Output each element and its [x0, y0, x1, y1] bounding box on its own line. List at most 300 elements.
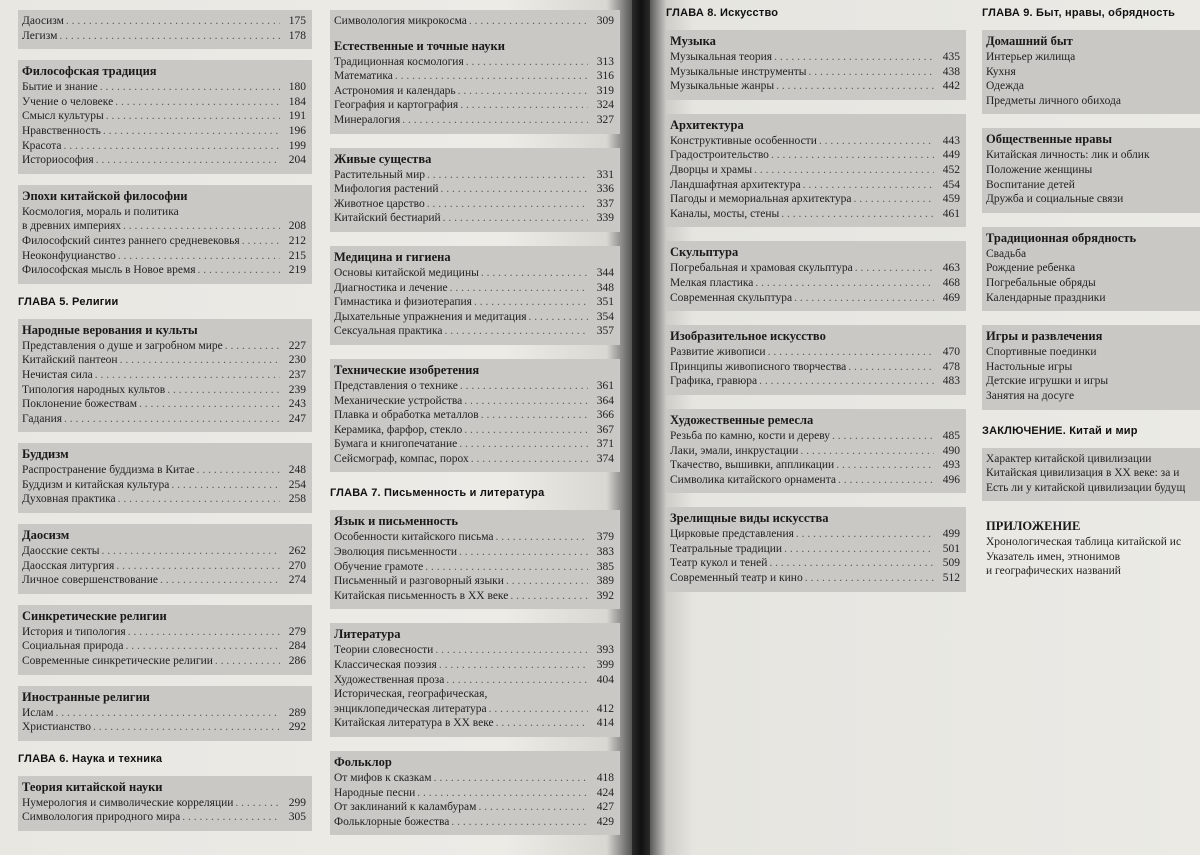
leader-dots — [215, 654, 280, 669]
toc-entry-page: 292 — [288, 721, 306, 734]
chapter-heading: ГЛАВА 8. Искусство — [666, 7, 779, 19]
toc-entry-page: 208 — [288, 220, 306, 233]
leader-dots — [225, 339, 280, 354]
toc-entry-page: 412 — [596, 702, 614, 715]
toc-entry-title: Нравственность — [22, 124, 101, 137]
toc-entry-page: 316 — [596, 70, 614, 83]
leader-dots — [755, 276, 934, 291]
section-title: Философская традиция — [22, 64, 157, 79]
toc-section — [330, 35, 620, 134]
toc-entry-title: Китайский бестиарий — [334, 212, 441, 225]
toc-entry[interactable] — [670, 163, 960, 178]
toc-entry-page: 348 — [596, 281, 614, 294]
toc-entry[interactable] — [334, 530, 614, 545]
toc-entry-page: 262 — [288, 545, 306, 558]
toc-entry[interactable] — [22, 706, 306, 721]
leader-dots — [395, 69, 588, 84]
right-column-1 — [666, 6, 966, 606]
toc-entry-title: Нумерология и символические корреляции — [22, 796, 234, 809]
section-title: Музыка — [670, 34, 716, 48]
toc-entry[interactable] — [986, 148, 1200, 163]
toc-entry[interactable] — [670, 374, 960, 389]
toc-entry[interactable] — [986, 192, 1200, 207]
toc-entry[interactable] — [670, 345, 960, 360]
leader-dots — [439, 658, 588, 673]
toc-entry[interactable] — [986, 65, 1200, 80]
toc-entry-title: Особенности китайского письма — [334, 531, 494, 544]
toc-entry[interactable] — [986, 79, 1200, 94]
leader-dots — [427, 197, 588, 212]
toc-entry[interactable] — [334, 211, 614, 226]
toc-section — [982, 128, 1200, 212]
toc-section — [330, 751, 620, 835]
toc-entry[interactable] — [986, 535, 1200, 550]
toc-entry[interactable] — [334, 716, 614, 731]
toc-entry-page: 279 — [288, 625, 306, 638]
toc-entry-title: Гадания — [22, 412, 63, 425]
right-page — [650, 0, 1200, 855]
toc-section — [18, 686, 312, 741]
toc-entry[interactable] — [986, 50, 1200, 65]
toc-entry[interactable] — [334, 266, 614, 281]
toc-entry[interactable] — [334, 281, 614, 296]
leader-dots — [464, 423, 588, 438]
toc-entry[interactable] — [670, 542, 960, 557]
toc-entry[interactable] — [670, 571, 960, 586]
toc-entry[interactable] — [334, 437, 614, 452]
leader-dots — [445, 324, 588, 339]
toc-entry-page: 461 — [942, 207, 960, 220]
toc-entry[interactable] — [334, 771, 614, 786]
toc-entry-title: Историческая, географическая, — [334, 688, 488, 701]
toc-entry-page: 364 — [596, 394, 614, 407]
toc-entry[interactable] — [334, 800, 614, 815]
toc-entry-page: 258 — [288, 493, 306, 506]
toc-entry-page: 459 — [942, 193, 960, 206]
toc-entry-title: Личное совершенствование — [22, 574, 158, 587]
leader-dots — [853, 192, 934, 207]
toc-entry-title: Каналы, мосты, стены — [670, 207, 780, 220]
toc-section — [18, 60, 312, 174]
section-title: Традиционная обрядность — [986, 230, 1137, 245]
toc-section — [666, 30, 966, 100]
toc-entry[interactable] — [670, 527, 960, 542]
leader-dots — [171, 478, 280, 493]
toc-entry[interactable] — [22, 249, 306, 264]
section-title: Художественные ремесла — [670, 412, 814, 427]
toc-section — [982, 448, 1200, 502]
toc-entry[interactable] — [986, 452, 1200, 467]
toc-entry-title: и географических названий — [986, 565, 1121, 578]
toc-entry-page: 313 — [596, 55, 614, 68]
section-title: Домашний быт — [986, 34, 1073, 48]
toc-entry[interactable] — [670, 50, 960, 65]
toc-entry[interactable] — [670, 261, 960, 276]
toc-entry[interactable] — [22, 124, 306, 139]
leader-dots — [460, 379, 588, 394]
toc-entry-title: Китайская личность: лик и облик — [986, 149, 1150, 162]
leader-dots — [167, 383, 280, 398]
toc-entry[interactable] — [986, 466, 1200, 481]
toc-entry-title: Развитие живописи — [670, 346, 766, 359]
toc-section — [18, 443, 312, 513]
toc-entry-title: Механические устройства — [334, 394, 463, 407]
toc-section — [18, 185, 312, 284]
toc-entry[interactable] — [334, 702, 614, 717]
leader-dots — [118, 492, 280, 507]
toc-entry[interactable] — [334, 197, 614, 212]
toc-entry[interactable] — [334, 452, 614, 467]
toc-entry-title: Характер китайской цивилизации — [986, 452, 1152, 465]
toc-entry-page: 424 — [596, 786, 614, 799]
toc-entry[interactable] — [670, 79, 960, 94]
toc-entry[interactable] — [670, 360, 960, 375]
toc-entry[interactable] — [22, 544, 306, 559]
toc-entry-title: Пагоды и мемориальная архитектура — [670, 193, 852, 206]
toc-entry-page: 175 — [288, 15, 306, 27]
toc-entry-page: 367 — [596, 423, 614, 436]
leader-dots — [64, 412, 280, 427]
right-column-2 — [982, 6, 1200, 599]
toc-entry-title: Представления о душе и загробном мире — [22, 339, 223, 352]
leader-dots — [435, 643, 588, 658]
toc-entry[interactable] — [334, 786, 614, 801]
toc-entry-title: в древних империях — [22, 220, 122, 233]
section-title: Архитектура — [670, 117, 744, 132]
toc-entry[interactable] — [334, 113, 614, 128]
leader-dots — [434, 771, 588, 786]
toc-entry[interactable] — [670, 178, 960, 193]
toc-entry[interactable] — [22, 139, 306, 154]
toc-entry-title: Конструктивные особенности — [670, 134, 817, 147]
toc-entry-page: 483 — [942, 375, 960, 388]
toc-entry-page: 284 — [288, 640, 306, 653]
toc-entry[interactable] — [334, 408, 614, 423]
leader-dots — [443, 211, 588, 226]
toc-entry-title: Сейсмограф, компас, порох — [334, 452, 469, 465]
toc-entry[interactable] — [22, 205, 306, 220]
toc-entry-title: Математика — [334, 70, 393, 83]
toc-entry[interactable] — [670, 556, 960, 571]
leader-dots — [489, 702, 588, 717]
toc-entry[interactable] — [334, 84, 614, 99]
toc-entry-title: Ландшафтная архитектура — [670, 178, 801, 191]
toc-entry-page: 324 — [596, 99, 614, 112]
toc-entry[interactable] — [22, 796, 306, 811]
toc-section — [982, 30, 1200, 114]
leader-dots — [118, 249, 280, 264]
toc-entry[interactable] — [670, 65, 960, 80]
toc-entry-page: 309 — [596, 15, 614, 27]
toc-entry-page: 361 — [596, 379, 614, 392]
leader-dots — [93, 720, 280, 735]
toc-entry[interactable] — [986, 481, 1200, 496]
toc-entry-title: Погребальная и храмовая скульптура — [670, 262, 853, 275]
leader-dots — [776, 79, 934, 94]
toc-entry-title: Календарные праздники — [986, 291, 1106, 304]
toc-entry[interactable] — [22, 353, 306, 368]
toc-entry[interactable] — [22, 492, 306, 507]
toc-entry-page: 305 — [288, 811, 306, 824]
toc-entry[interactable] — [334, 589, 614, 604]
toc-entry-title: Растительный мир — [334, 168, 425, 181]
toc-entry[interactable] — [986, 163, 1200, 178]
section-title: Общественные нравы — [986, 132, 1112, 147]
toc-entry[interactable] — [22, 368, 306, 383]
toc-entry-title: Принципы живописного творчества — [670, 360, 847, 373]
toc-entry[interactable] — [986, 261, 1200, 276]
chapter-heading: ГЛАВА 5. Религии — [18, 295, 119, 308]
toc-entry[interactable] — [334, 295, 614, 310]
toc-entry[interactable] — [334, 98, 614, 113]
toc-entry[interactable] — [334, 182, 614, 197]
section-title: Литература — [334, 627, 401, 642]
toc-entry[interactable] — [986, 360, 1200, 375]
toc-section — [982, 515, 1200, 585]
toc-entry-title: Философский синтез раннего средневековья — [22, 234, 240, 247]
leader-dots — [56, 706, 280, 721]
toc-entry-title: Театральные традиции — [670, 542, 783, 555]
toc-entry[interactable] — [22, 559, 306, 574]
toc-entry-title: Художественная проза — [334, 673, 445, 686]
toc-entry-page: 196 — [288, 124, 306, 137]
toc-section — [330, 623, 620, 737]
toc-entry[interactable] — [334, 394, 614, 409]
toc-entry-page: 438 — [942, 65, 960, 78]
toc-section — [666, 241, 966, 311]
toc-entry[interactable] — [670, 192, 960, 207]
leader-dots — [116, 559, 280, 574]
toc-entry[interactable] — [986, 374, 1200, 389]
toc-entry[interactable] — [22, 153, 306, 168]
toc-entry-title: Указатель имен, этнонимов — [986, 550, 1121, 563]
toc-entry[interactable] — [22, 263, 306, 278]
toc-entry[interactable] — [670, 207, 960, 222]
leader-dots — [800, 444, 934, 459]
toc-entry[interactable] — [334, 673, 614, 688]
leader-dots — [832, 429, 934, 444]
toc-entry[interactable] — [334, 55, 614, 70]
toc-entry[interactable] — [334, 658, 614, 673]
toc-entry[interactable] — [334, 687, 614, 702]
toc-entry-title: Дыхательные упражнения и медитация — [334, 310, 527, 323]
leader-dots — [441, 182, 588, 197]
toc-entry-title: Астрономия и календарь — [334, 84, 456, 97]
toc-entry-page: 336 — [596, 183, 614, 196]
toc-entry-title: Даосские секты — [22, 545, 100, 558]
toc-entry-title: Бытие и знание — [22, 81, 98, 94]
leader-dots — [496, 716, 588, 731]
toc-entry[interactable] — [22, 339, 306, 354]
toc-entry[interactable] — [670, 291, 960, 306]
toc-entry-page: 212 — [288, 234, 306, 247]
toc-entry-title: Спортивные поединки — [986, 346, 1097, 359]
toc-entry[interactable] — [334, 379, 614, 394]
toc-entry[interactable] — [22, 573, 306, 588]
toc-entry[interactable] — [334, 815, 614, 830]
toc-entry-title: Положение женщины — [986, 163, 1093, 176]
toc-entry-title: Сексуальная практика — [334, 325, 443, 338]
toc-entry-page: 383 — [596, 546, 614, 559]
toc-entry[interactable] — [22, 412, 306, 427]
toc-entry[interactable] — [670, 148, 960, 163]
toc-entry-title: Современные синкретические религии — [22, 655, 213, 668]
toc-entry-title: Предметы личного обихода — [986, 94, 1121, 107]
leader-dots — [128, 625, 280, 640]
toc-entry-page: 215 — [288, 249, 306, 262]
toc-entry[interactable] — [22, 383, 306, 398]
section-title: Игры и развлечения — [986, 329, 1103, 344]
toc-entry-page: 490 — [942, 444, 960, 457]
toc-entry-title: Музыкальная теория — [670, 51, 773, 63]
toc-entry-title: Учение о человеке — [22, 95, 114, 108]
toc-entry[interactable] — [334, 643, 614, 658]
toc-entry[interactable] — [334, 310, 614, 325]
leader-dots — [808, 65, 934, 80]
toc-entry[interactable] — [334, 423, 614, 438]
toc-entry[interactable] — [22, 720, 306, 735]
toc-entry-title: Основы китайской медицины — [334, 266, 479, 279]
leader-dots — [120, 353, 280, 368]
leader-dots — [425, 560, 588, 575]
leader-dots — [95, 368, 280, 383]
toc-entry-page: 449 — [942, 149, 960, 162]
leader-dots — [781, 207, 934, 222]
toc-entry-title: История и типология — [22, 625, 126, 638]
toc-entry[interactable] — [22, 80, 306, 95]
toc-entry[interactable] — [986, 94, 1200, 109]
toc-entry[interactable] — [986, 291, 1200, 306]
toc-entry-title: Китайская литература в XX веке — [334, 717, 494, 730]
toc-entry[interactable] — [670, 134, 960, 149]
toc-entry[interactable] — [670, 444, 960, 459]
toc-entry[interactable] — [22, 219, 306, 234]
leader-dots — [242, 234, 280, 249]
toc-entry[interactable] — [22, 478, 306, 493]
toc-entry-title: Историософия — [22, 154, 94, 167]
leader-dots — [478, 800, 588, 815]
toc-entry[interactable] — [22, 625, 306, 640]
toc-entry-title: Даосская литургия — [22, 559, 115, 572]
toc-entry[interactable] — [22, 29, 306, 44]
toc-entry[interactable] — [670, 458, 960, 473]
toc-entry-page: 248 — [288, 464, 306, 477]
toc-entry-title: Типология народных культов — [22, 383, 166, 396]
section-title: Фольклор — [334, 755, 392, 769]
toc-entry[interactable] — [986, 389, 1200, 404]
toc-section — [330, 359, 620, 473]
toc-entry-title: Распространение буддизма в Китае — [22, 464, 195, 477]
toc-entry[interactable] — [22, 95, 306, 110]
leader-dots — [819, 134, 934, 149]
toc-entry-title: Рождение ребенка — [986, 262, 1076, 275]
chapter-heading: ГЛАВА 6. Наука и техника — [18, 752, 163, 765]
toc-entry-title: Театр кукол и теней — [670, 557, 768, 570]
leader-dots — [160, 573, 280, 588]
toc-entry-page: 469 — [942, 291, 960, 304]
toc-entry-page: 442 — [942, 80, 960, 93]
toc-entry[interactable] — [334, 560, 614, 575]
leader-dots — [805, 571, 934, 586]
book-gutter — [632, 0, 650, 855]
toc-entry[interactable] — [334, 69, 614, 84]
toc-section — [330, 510, 620, 609]
toc-section — [666, 409, 966, 493]
toc-entry[interactable] — [986, 178, 1200, 193]
section-title: ПРИЛОЖЕНИЕ — [986, 519, 1081, 534]
toc-entry[interactable] — [986, 247, 1200, 262]
toc-entry[interactable] — [670, 276, 960, 291]
toc-entry[interactable] — [334, 14, 614, 29]
toc-entry[interactable] — [22, 109, 306, 124]
toc-entry-title: Духовная практика — [22, 493, 116, 506]
toc-section — [18, 605, 312, 675]
toc-entry[interactable] — [670, 473, 960, 488]
toc-entry[interactable] — [22, 810, 306, 825]
toc-entry[interactable] — [986, 550, 1200, 565]
toc-entry[interactable] — [22, 463, 306, 478]
toc-entry[interactable] — [22, 397, 306, 412]
toc-entry-title: Детские игрушки и игры — [986, 375, 1109, 388]
toc-entry[interactable] — [986, 564, 1200, 579]
toc-section — [666, 325, 966, 395]
toc-entry[interactable] — [22, 654, 306, 669]
toc-entry-page: 429 — [596, 815, 614, 828]
toc-entry[interactable] — [334, 545, 614, 560]
toc-entry-title: Классическая поэзия — [334, 659, 437, 672]
toc-section — [330, 148, 620, 232]
leader-dots — [784, 542, 934, 557]
toc-entry-title: Кухня — [986, 65, 1016, 78]
toc-entry[interactable] — [334, 168, 614, 183]
toc-entry-page: 199 — [288, 139, 306, 152]
toc-entry[interactable] — [986, 345, 1200, 360]
leader-dots — [182, 810, 280, 825]
toc-entry-title: Буддизм и китайская культура — [22, 478, 170, 491]
toc-entry-page: 243 — [288, 398, 306, 411]
toc-entry-title: От мифов к сказкам — [334, 772, 432, 784]
leader-dots — [796, 527, 934, 542]
section-title: Технические изобретения — [334, 362, 480, 377]
toc-entry[interactable] — [334, 574, 614, 589]
toc-section — [982, 227, 1200, 311]
toc-entry-title: Символология микрокосма — [334, 15, 467, 27]
toc-entry-title: Китайский пантеон — [22, 354, 118, 367]
section-title: Народные верования и культы — [22, 322, 198, 337]
toc-entry[interactable] — [670, 429, 960, 444]
toc-section — [666, 114, 966, 228]
toc-entry-page: 331 — [596, 168, 614, 181]
toc-entry-title: Нечистая сила — [22, 368, 93, 381]
toc-entry[interactable] — [334, 324, 614, 339]
toc-entry-title: Хронологическая таблица китайской ис — [986, 536, 1182, 549]
toc-entry-title: Красота — [22, 139, 62, 152]
toc-entry-title: Китайская письменность в XX веке — [334, 589, 509, 602]
leader-dots — [496, 530, 588, 545]
toc-entry[interactable] — [22, 234, 306, 249]
toc-entry[interactable] — [22, 14, 306, 29]
toc-entry-page: 270 — [288, 559, 306, 572]
toc-entry-title: Воспитание детей — [986, 178, 1075, 191]
leader-dots — [198, 263, 280, 278]
toc-entry[interactable] — [986, 276, 1200, 291]
toc-entry-title: Символика китайского орнамента — [670, 473, 836, 486]
leader-dots — [66, 14, 280, 29]
toc-entry[interactable] — [22, 639, 306, 654]
toc-entry-page: 404 — [596, 673, 614, 686]
toc-entry-title: Погребальные обряды — [986, 276, 1096, 289]
leader-dots — [451, 815, 588, 830]
